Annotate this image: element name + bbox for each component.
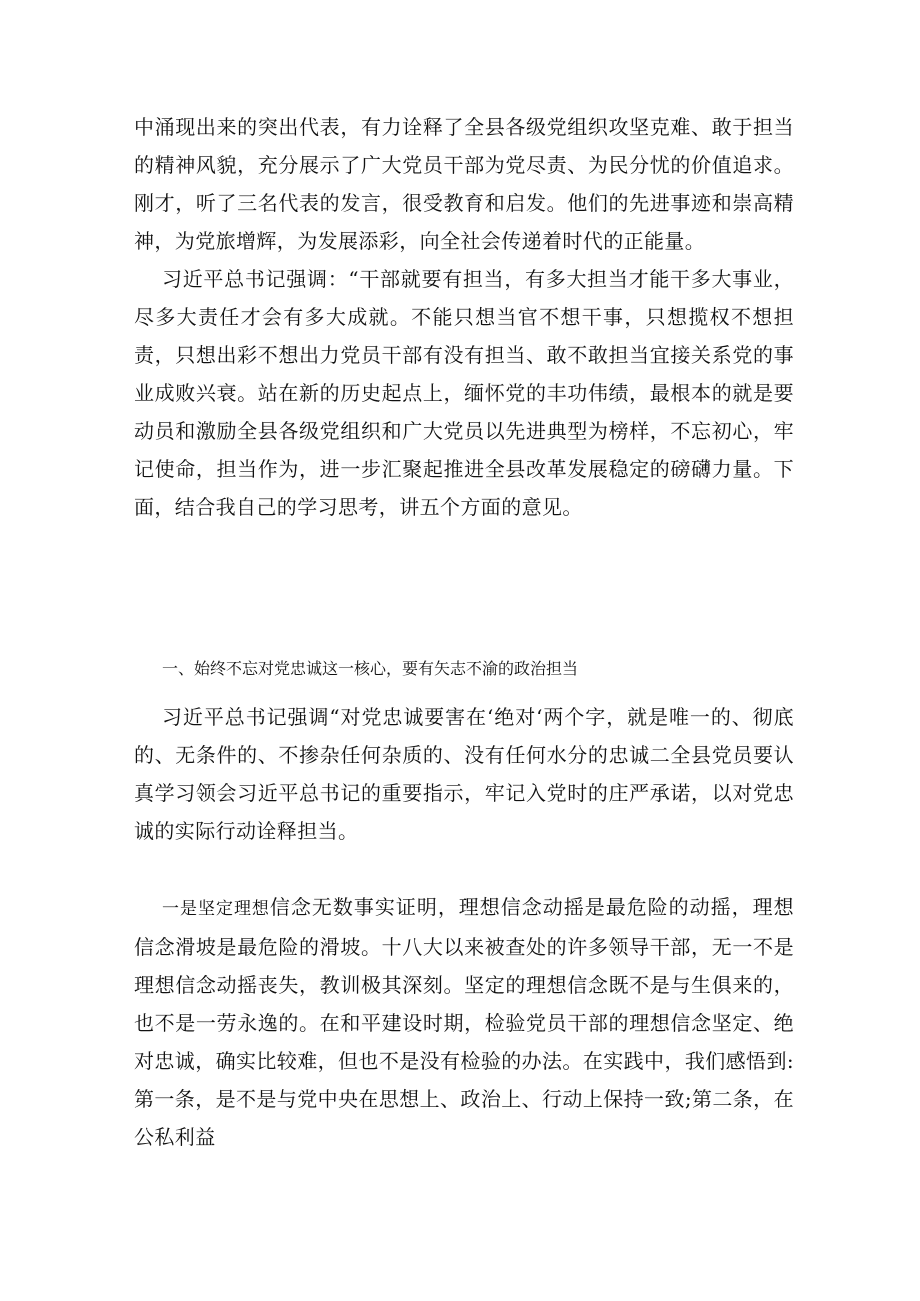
paragraph-1: 中涌现出来的突出代表，有力诠释了全县各级党组织攻坚克难、敢于担当的精神风貌，充分展示了广大党员干部为党尽责、为民分忧的价值追求。刚才，听了三名代表的发言，很受教育和启发。他们的先进事迹和崇高精神，为党旅增辉，为发展添彩，向全社会传递着时代的正能量。 — [134, 115, 794, 253]
paragraph-4-text: 信念无数事实证明，理想信念动摇是最危险的动摇，理想信念滑坡是最危险的滑坡。十八大以来被查处的许多领导干部，无一不是理想信念动摇丧失，教训极其深刻。坚定的理想信念既不是与生俱来的，也不是一劳永逸的。在和平建设时期，检验党员干部的理想信念坚定、绝对忠诚，确实比较难，但也不是没有检验的办法。在实践中，我们感悟到:第一条，是不是与党中央在思想上、政治上、行动上保持一致;第二条，在公私利益 — [134, 895, 794, 1149]
paragraph-lead: 一是坚定理想 — [162, 899, 270, 919]
paragraph-4 — [134, 888, 794, 1156]
section-heading-1: 一、始终不忘对党忠诚这一核心，要有矢志不渝的政治担当 — [162, 659, 579, 678]
paragraph-2: 习近平总书记强调：“干部就要有担当，有多大担当才能干多大事业，尽多大责任才会有多大成就。不能只想当官不想干事，只想揽权不想担责，只想出彩不想出力党员干部有没有担当、敢不敢担当宜接关系党的事业成败兴衰。站在新的历史起点上，缅怀党的丰功伟绩，最根本的就是要动员和激励全县各级党组织和广大党员以先进典型为榜样，不忘初心，牢记使命，担当作为，进一步汇聚起推进全县改革发展稳定的磅礴力量。下面，结合我自己的学习思考，讲五个方面的意见。 — [134, 267, 794, 519]
paragraph-3: 习近平总书记强调“对党忠诚要害在‘绝对‘两个字，就是唯一的、彻底的、无条件的、不掺杂任何杂质的、没有任何水分的忠诚二全县党员要认真学习领会习近平总书记的重要指示，牢记入党时的庄严承诺，以对党忠诚的实际行动诠释担当。 — [134, 705, 794, 843]
